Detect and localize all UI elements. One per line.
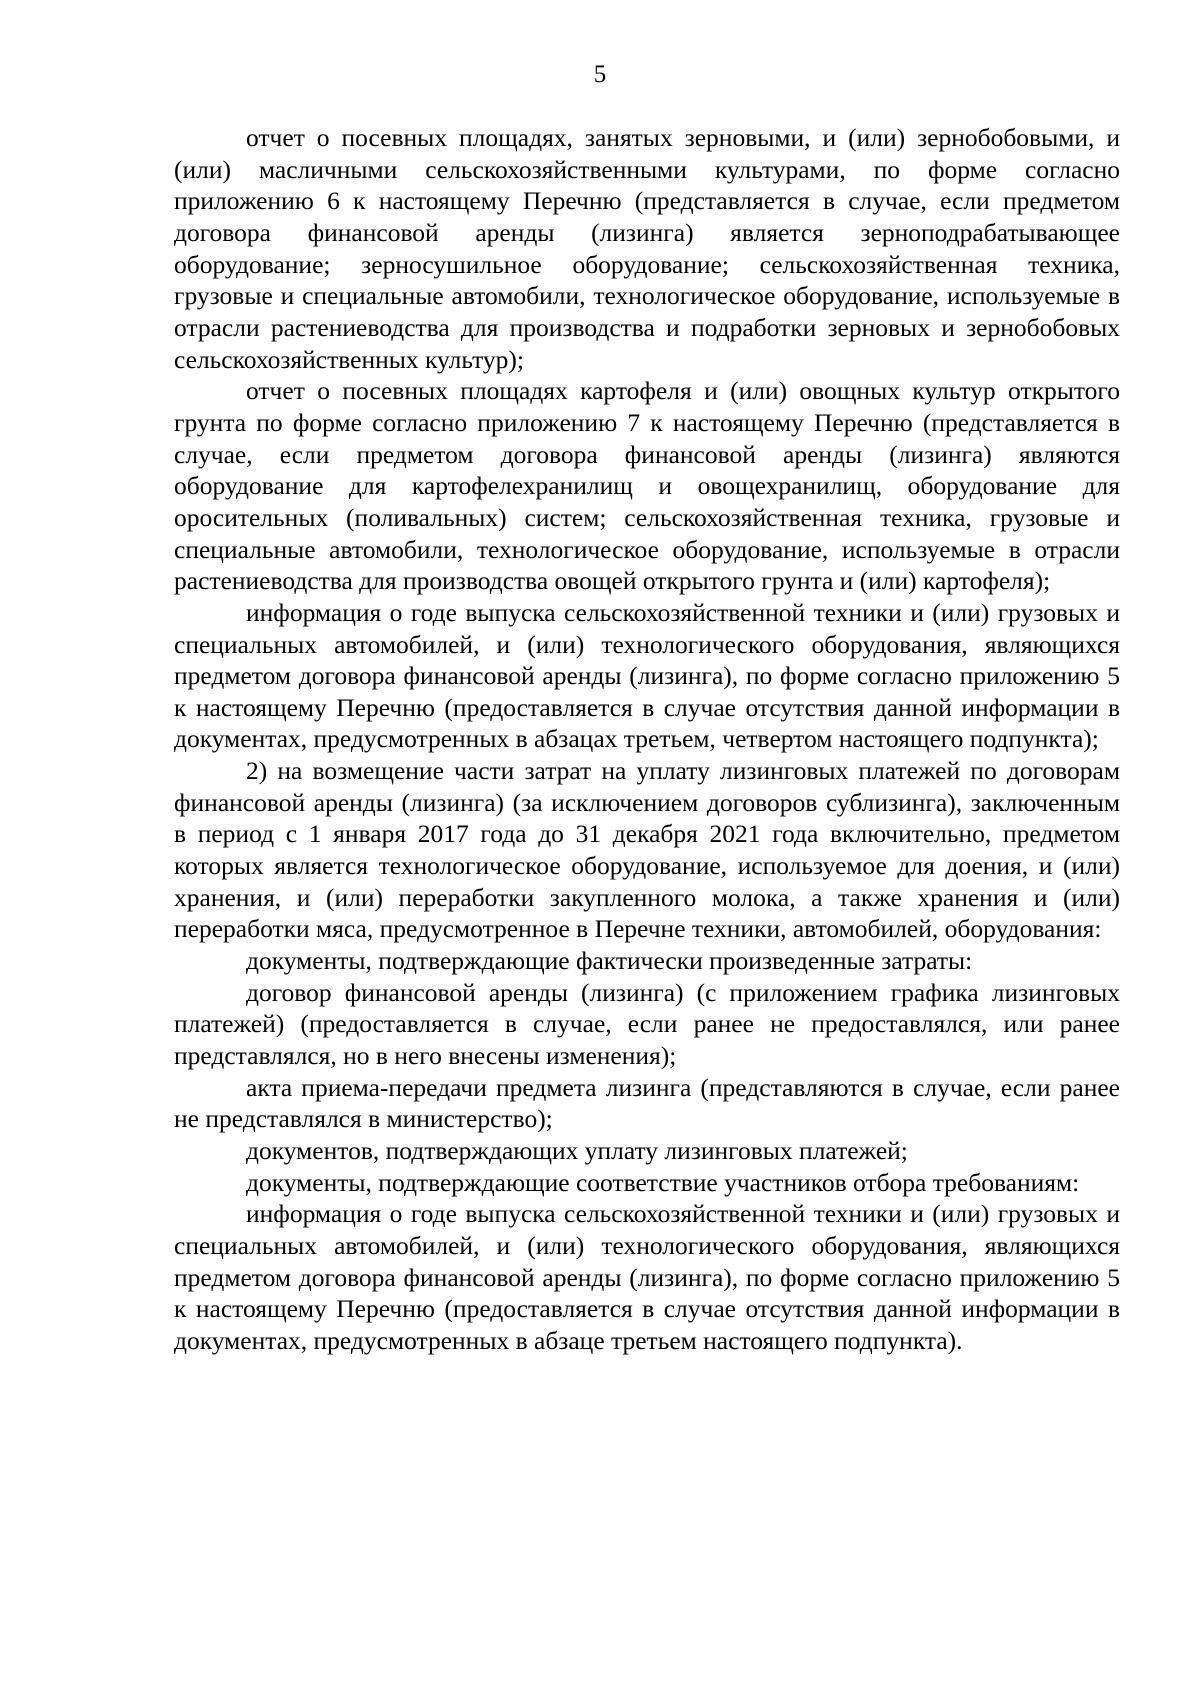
paragraph-equipment-year-info-2: информация о годе выпуска сельскохозяйственной техники и (или) грузовых и специальных автомобилей, и (или) технологического оборудования, являющихся предметом договора финансовой аренды (лизинга), по форме согласно приложению 5 к настоящему Перечню (предоставляется в случае отсутствия данной информации в документах, предусмотренных в абзаце третьем настоящего подпункта). [174, 1199, 1120, 1355]
paragraph-expense-documents: документы, подтверждающие фактически произведенные затраты: [246, 946, 973, 976]
paragraph-acceptance-act: акта приема-передачи предмета лизинга (представляются в случае, если ранее не представлялся в министерство); [174, 1072, 1120, 1134]
paragraph-potato-vegetable-report: отчет о посевных площадях картофеля и (или) овощных культур открытого грунта по форме согласно приложению 7 к настоящему Перечню (представляется в случае, если предметом договора финансовой аренды (лизинга) являются оборудование для картофелехранилищ и овощехранилищ, оборудование для оросительных (поливальных) систем; сельскохозяйственная техника, грузовые и специальные автомобили, технологическое оборудование, используемые в отрасли растениеводства для производства овощей открытого грунта и (или) картофеля); [174, 376, 1120, 596]
page-number: 5 [593, 61, 607, 88]
paragraph-payment-documents: документов, подтверждающих уплату лизинговых платежей; [246, 1136, 908, 1165]
paragraph-subitem-2-leasing: 2) на возмещение части затрат на уплату лизинговых платежей по договорам финансовой аренды (лизинга) (за исключением договоров сублизинга), заключенным в период с 1 января 2017 года до 31 декабря 2021 года включительно, предметом которых является технологическое оборудование, используемое для доения, и (или) хранения, и (или) переработки закупленного молока, а также хранения и (или) переработки мяса, предусмотренное в Перечне техники, автомобилей, оборудования: [174, 756, 1120, 944]
paragraph-leasing-contract: договор финансовой аренды (лизинга) (с приложением графика лизинговых платежей) (предоставляется в случае, если ранее не предоставлялся, или ранее представлялся, но в него внесены изменения); [174, 977, 1120, 1071]
document-body [174, 122, 1120, 1357]
paragraph-grain-sowing-report: отчет о посевных площадях, занятых зерновыми, и (или) зернобобовыми, и (или) масличными сельскохозяйственными культурами, по форме согласно приложению 6 к настоящему Перечню (представляется в случае, если предметом договора финансовой аренды (лизинга) является зерноподрабатывающее оборудование; зерносушильное оборудование; сельскохозяйственная техника, грузовые и специальные автомобили, технологическое оборудование, используемые в отрасли растениеводства для производства и подработки зерновых и зернобобовых сельскохозяйственных культур); [174, 123, 1120, 374]
paragraph-compliance-documents: документы, подтверждающие соответствие участников отбора требованиям: [246, 1167, 1080, 1197]
paragraph-equipment-year-info: информация о годе выпуска сельскохозяйственной техники и (или) грузовых и специальных автомобилей, и (или) технологического оборудования, являющихся предметом договора финансовой аренды (лизинга), по форме согласно приложению 5 к настоящему Перечню (предоставляется в случае отсутствия данной информации в документах, предусмотренных в абзацах третьем, четвертом настоящего подпункта); [174, 597, 1120, 754]
